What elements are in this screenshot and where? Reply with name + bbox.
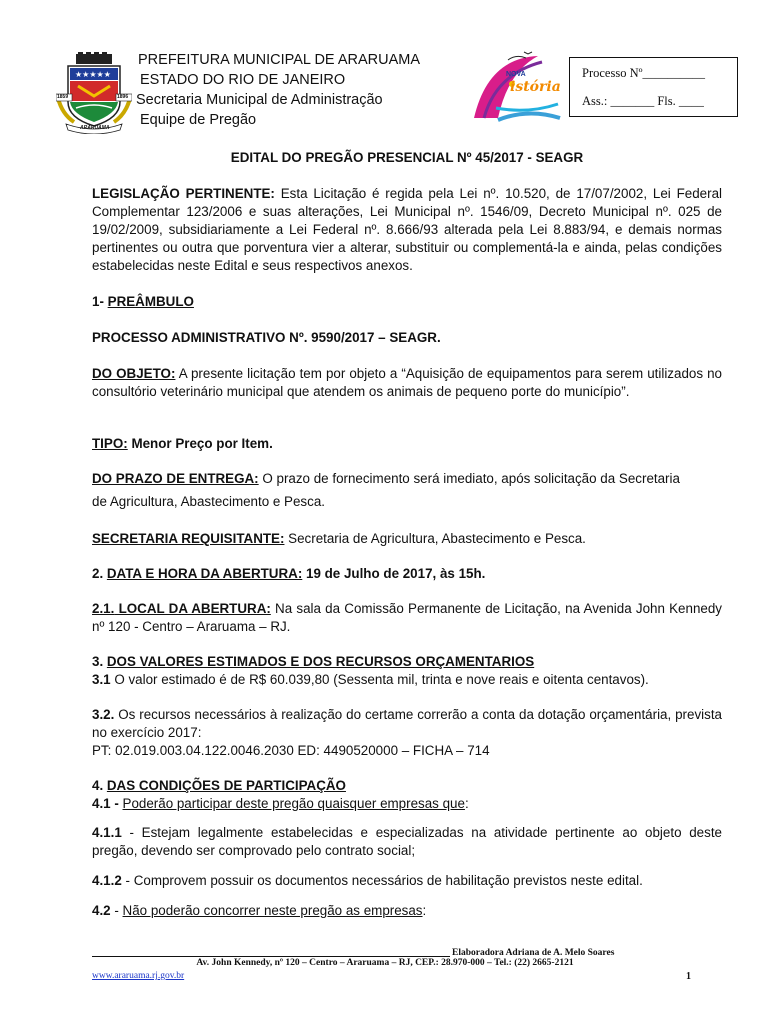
item-4-1-1-text: - Estejam legalmente estabelecidas e especializadas na atividade pertinente ao objeto deste pregão, devendo ser comprovado pelo contrato social; bbox=[92, 825, 722, 858]
preambulo-number: 1- bbox=[92, 294, 108, 309]
process-number-field: Processo Nº__________ bbox=[582, 66, 705, 80]
secretaria-text: Secretaria de Agricultura, Abastecimento e Pesca. bbox=[284, 531, 586, 546]
valor-item-number: 3.1 bbox=[92, 672, 111, 687]
footer-address: Av. John Kennedy, nº 120 – Centro – Araruama – RJ, CEP.: 28.970-000 – Tel.: (22) 2665-2121 bbox=[196, 958, 574, 968]
tipo-paragraph bbox=[92, 435, 722, 453]
item-4-1-2-number: 4.1.2 bbox=[92, 873, 122, 888]
local-paragraph bbox=[92, 600, 722, 636]
recursos-text: Os recursos necessários à realização do certame correrão a conta da dotação orçamentária, prevista no exercício 2017: bbox=[92, 707, 722, 740]
item-4-1-1-number: 4.1.1 bbox=[92, 825, 122, 840]
item-4-2-tail: : bbox=[422, 903, 427, 918]
page-number: 1 bbox=[686, 971, 691, 982]
logo-nova-label: NOVA bbox=[506, 71, 526, 78]
valores-heading bbox=[92, 653, 722, 671]
valores-number: 3. bbox=[92, 654, 107, 669]
item-4-2-label: Não poderão concorrer neste pregão as empresas bbox=[122, 903, 423, 918]
header-secretaria: Secretaria Municipal de Administração bbox=[136, 92, 383, 108]
item-4-1-2-paragraph bbox=[92, 872, 722, 890]
municipal-crest-icon bbox=[56, 52, 132, 134]
preambulo-heading bbox=[92, 293, 722, 311]
crest-banner: ARARUAMA bbox=[80, 125, 110, 131]
item-4-2-paragraph bbox=[92, 902, 722, 920]
legislacao-label: LEGISLAÇÃO PERTINENTE: bbox=[92, 186, 275, 201]
item-4-1-1-paragraph bbox=[92, 824, 722, 860]
logo-historia-label: istória bbox=[510, 79, 561, 95]
signature-field: Ass.: _______ Fls. ____ bbox=[582, 94, 704, 108]
svg-text:★★★★★: ★★★★★ bbox=[75, 70, 111, 79]
process-stamp-box bbox=[569, 57, 738, 117]
objeto-paragraph bbox=[92, 365, 722, 401]
header-equipe: Equipe de Pregão bbox=[140, 112, 257, 128]
item-4-1-number: 4.1 - bbox=[92, 796, 123, 811]
abertura-number: 2. bbox=[92, 566, 107, 581]
participacao-heading bbox=[92, 777, 722, 795]
objeto-label: DO OBJETO: bbox=[92, 366, 176, 381]
preambulo-label: PREÂMBULO bbox=[107, 294, 194, 309]
valor-item-text: O valor estimado é de R$ 60.039,80 (Sessenta mil, trinta e nove reais e oitenta centavos). bbox=[110, 672, 649, 687]
tipo-label: TIPO: bbox=[92, 436, 128, 451]
legislacao-paragraph bbox=[92, 185, 722, 275]
document-title: EDITAL DO PREGÃO PRESENCIAL Nº 45/2017 - SEAGR bbox=[230, 150, 584, 165]
header-prefeitura: PREFEITURA MUNICIPAL DE ARARUAMA bbox=[138, 52, 420, 68]
prazo-label: DO PRAZO DE ENTREGA: bbox=[92, 471, 259, 486]
item-4-1-label: Poderão participar deste pregão quaisquer empresas que bbox=[122, 796, 465, 811]
valor-estimado-paragraph bbox=[92, 671, 722, 689]
crest-year-right: 1896 bbox=[117, 94, 129, 100]
item-4-1-tail: : bbox=[464, 796, 469, 811]
abertura-paragraph bbox=[92, 565, 722, 583]
item-4-2-sep: - bbox=[110, 903, 123, 918]
tipo-text: Menor Preço por Item. bbox=[127, 436, 273, 451]
secretaria-label: SECRETARIA REQUISITANTE: bbox=[92, 531, 285, 546]
valores-label: DOS VALORES ESTIMADOS E DOS RECURSOS ORÇAMENTARIOS bbox=[106, 654, 535, 669]
objeto-text: A presente licitação tem por objeto a “Aquisição de equipamentos para serem utilizados no consultório veterinário municipal que atendem os animais de pequeno porte do município”. bbox=[92, 366, 722, 399]
secretaria-paragraph bbox=[92, 530, 722, 548]
abertura-label: DATA E HORA DA ABERTURA: bbox=[106, 566, 303, 581]
legislacao-text: Esta Licitação é regida pela Lei nº. 10.520, de 17/07/2002, Lei Federal Complementar 123/2006 e suas alterações, Lei Municipal nº. 1546/09, Decreto Municipal nº. 025 de 19/02/2009, subsidiariamente a Lei Federal nº. 8.666/93 alterada pela Lei 8.883/94, e demais normas pertinentes ou outra que porventura vier a alterar, substituir ou complementá-la e ainda, pelas condições estabelecidas neste Edital e seus respectivos anexos. bbox=[92, 186, 722, 273]
footer-author bbox=[452, 948, 614, 958]
participacao-label: DAS CONDIÇÕES DE PARTICIPAÇÃO bbox=[106, 778, 346, 793]
prazo-text: O prazo de fornecimento será imediato, após solicitação da Secretaria bbox=[258, 471, 680, 486]
local-number: 2.1. bbox=[92, 601, 115, 616]
local-label: LOCAL DA ABERTURA: bbox=[114, 601, 271, 616]
local-text: Na sala da Comissão Permanente de Licitação, na Avenida John Kennedy nº 120 - Centro – Araruama – RJ. bbox=[92, 601, 722, 634]
item-4-2-number: 4.2 bbox=[92, 903, 111, 918]
footer-author-text: Elaboradora Adriana de A. Melo Soares bbox=[452, 948, 615, 958]
item-4-1-2-text: - Comprovem possuir os documentos necessários de habilitação previstos neste edital. bbox=[121, 873, 643, 888]
item-4-1-paragraph bbox=[92, 795, 722, 813]
footer-rule bbox=[92, 956, 450, 957]
dotacao-pt-line: PT: 02.019.003.04.122.0046.2030 ED: 4490520000 – FICHA – 714 bbox=[92, 743, 490, 758]
recursos-paragraph bbox=[92, 706, 722, 742]
abertura-text: 19 de Julho de 2017, às 15h. bbox=[302, 566, 486, 581]
footer-website-link[interactable]: www.araruama.rj.gov.br bbox=[92, 971, 185, 981]
processo-administrativo: PROCESSO ADMINISTRATIVO Nº. 9590/2017 – SEAGR. bbox=[92, 330, 441, 345]
prazo-paragraph bbox=[92, 470, 722, 488]
prazo-text-continued: de Agricultura, Abastecimento e Pesca. bbox=[92, 494, 325, 509]
participacao-number: 4. bbox=[92, 778, 107, 793]
header-estado: ESTADO DO RIO DE JANEIRO bbox=[140, 72, 346, 88]
crest-year-left: 1859 bbox=[57, 94, 69, 100]
header-block bbox=[138, 50, 420, 130]
recursos-number: 3.2. bbox=[92, 707, 115, 722]
